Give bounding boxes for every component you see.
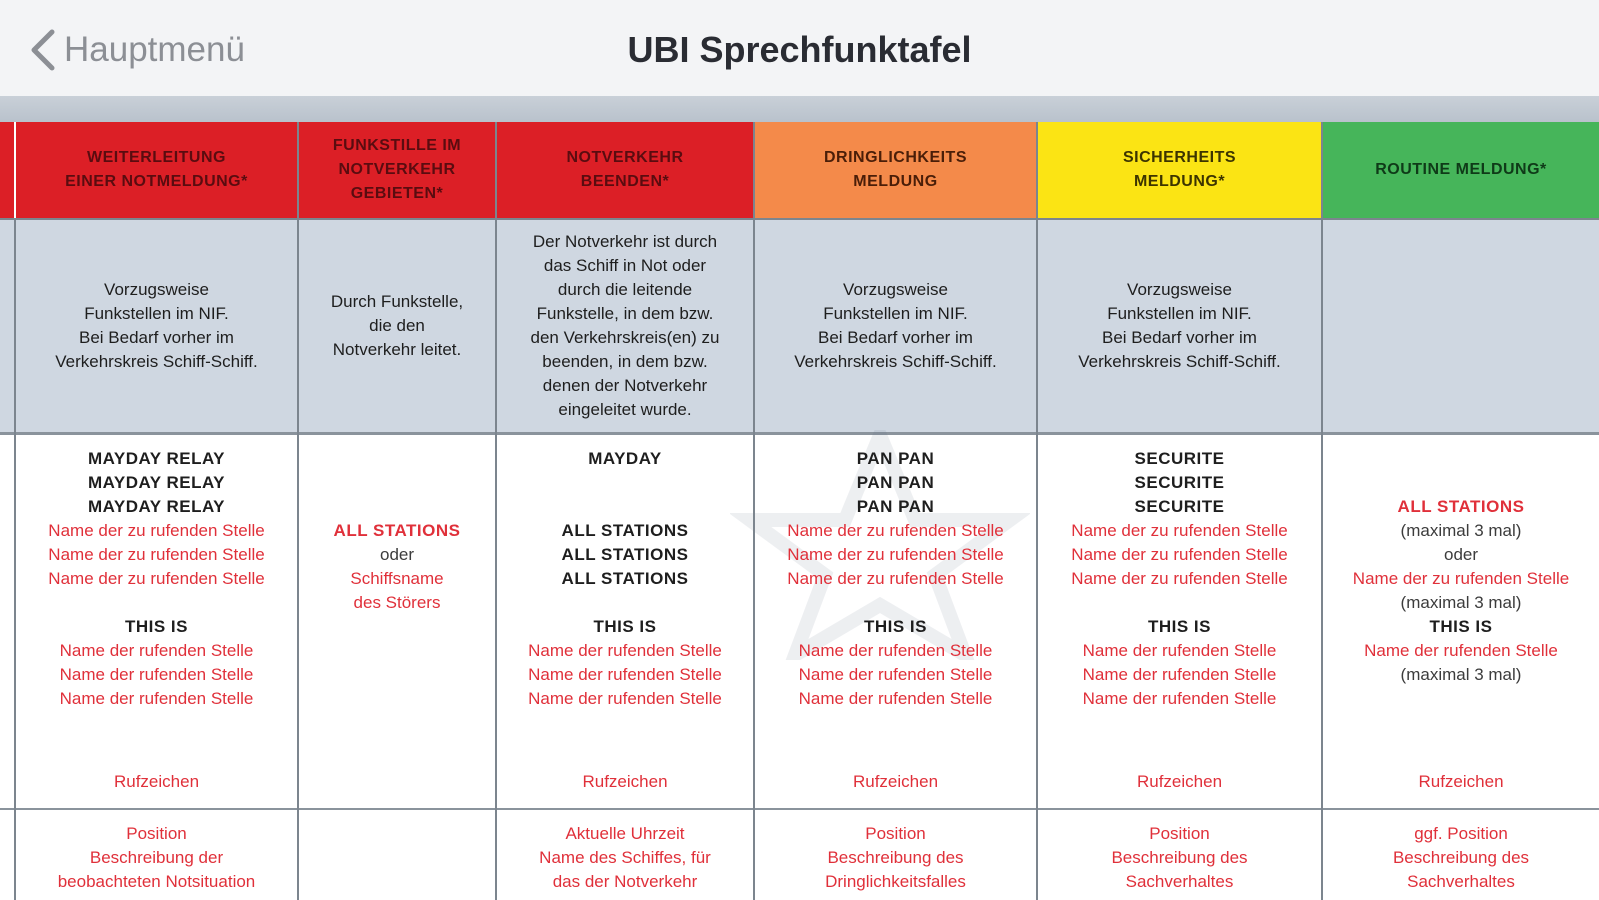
call-cell — [1038, 433, 1321, 808]
description-line: Bei Bedarf vorher im — [1102, 328, 1257, 347]
position-line: ggf. Position — [1414, 824, 1508, 843]
call-line: Name der zu rufenden Stelle — [1352, 569, 1570, 588]
position-cell — [755, 810, 1036, 900]
call-line: ALL STATIONS — [561, 545, 689, 564]
radio-procedure-table — [0, 122, 1599, 900]
header-cell-end-distress — [497, 122, 753, 218]
description-line: Funkstellen im NIF. — [1107, 304, 1252, 323]
column-divider — [1036, 122, 1038, 900]
call-line: Name der rufenden Stelle — [798, 665, 993, 684]
description-cell-empty — [1323, 220, 1599, 432]
position-cell — [1038, 810, 1321, 900]
position-line: Beschreibung des — [1111, 848, 1248, 867]
header-row — [0, 122, 1599, 218]
description-row — [0, 220, 1599, 435]
call-line: Name der rufenden Stelle — [1082, 665, 1277, 684]
position-cell — [497, 810, 753, 900]
header-cell-radio-silence — [299, 122, 495, 218]
description-line: das Schiff in Not oder — [543, 256, 707, 275]
call-line: SECURITE — [1134, 449, 1225, 468]
call-line: Name der zu rufenden Stelle — [787, 545, 1004, 564]
header-line: WEITERLEITUNG — [87, 149, 226, 166]
description-cell — [497, 220, 753, 432]
call-line: SECURITE — [1134, 497, 1225, 516]
callsign-label: Rufzeichen — [852, 772, 939, 791]
call-line: Name der zu rufenden Stelle — [787, 569, 1004, 588]
header-cell-safety — [1038, 122, 1321, 218]
call-line: THIS IS — [593, 617, 657, 636]
column-divider — [297, 122, 299, 900]
description-line: Vorzugsweise — [843, 280, 948, 299]
description-line: Durch Funkstelle, — [330, 292, 464, 311]
description-line: Funkstellen im NIF. — [84, 304, 229, 323]
call-procedure-row — [0, 433, 1599, 810]
description-line: Funkstelle, in dem bzw. — [536, 304, 714, 323]
description-line: Der Notverkehr ist durch — [532, 232, 718, 251]
call-line: THIS IS — [1147, 617, 1211, 636]
call-line: (maximal 3 mal) — [1400, 593, 1522, 612]
description-line: Funkstellen im NIF. — [823, 304, 968, 323]
call-line: ALL STATIONS — [333, 521, 461, 540]
call-line: Name der zu rufenden Stelle — [48, 521, 265, 540]
position-line: Position — [1149, 824, 1210, 843]
call-line: Name der zu rufenden Stelle — [1071, 569, 1288, 588]
position-line: Beschreibung der — [89, 848, 224, 867]
description-line: Vorzugsweise — [1127, 280, 1232, 299]
call-line: Name der rufenden Stelle — [528, 689, 722, 708]
call-line: THIS IS — [124, 617, 188, 636]
description-line: Verkehrskreis Schiff-Schiff. — [1078, 352, 1281, 371]
position-line: das der Notverkehr — [552, 872, 698, 891]
position-line: Sachverhaltes — [1125, 872, 1234, 891]
call-cell — [16, 433, 297, 808]
call-line: Name der rufenden Stelle — [1364, 641, 1558, 660]
header-cell-urgency — [755, 122, 1036, 218]
navbar-divider — [0, 96, 1599, 122]
header-line: DRINGLICHKEITS — [824, 149, 967, 166]
call-line: Name der rufenden Stelle — [798, 689, 993, 708]
position-line: Beschreibung des — [827, 848, 964, 867]
description-cell — [1038, 220, 1321, 432]
call-line: THIS IS — [1429, 617, 1493, 636]
call-cell — [299, 433, 495, 808]
callsign-label: Rufzeichen — [582, 772, 668, 791]
call-line: SECURITE — [1134, 473, 1225, 492]
description-line: Verkehrskreis Schiff-Schiff. — [55, 352, 258, 371]
header-line: NOTVERKEHR — [566, 149, 684, 166]
description-cell — [755, 220, 1036, 432]
call-line: Name der zu rufenden Stelle — [48, 545, 265, 564]
call-line: ALL STATIONS — [561, 521, 689, 540]
header-line: BEENDEN* — [580, 173, 670, 190]
page-title: UBI Sprechfunktafel — [627, 29, 972, 70]
call-line: Name der rufenden Stelle — [528, 641, 722, 660]
header-line: MELDUNG* — [1133, 173, 1226, 190]
description-line: Bei Bedarf vorher im — [79, 328, 234, 347]
call-line: Name der rufenden Stelle — [798, 641, 993, 660]
description-line: durch die leitende — [557, 280, 693, 299]
description-line: den Verkehrskreis(en) zu — [530, 328, 720, 347]
description-cell — [16, 220, 297, 432]
description-line: Verkehrskreis Schiff-Schiff. — [794, 352, 997, 371]
position-line: Beschreibung des — [1392, 848, 1530, 867]
description-line: denen der Notverkehr — [542, 376, 708, 395]
call-line: THIS IS — [863, 617, 927, 636]
column-divider — [753, 122, 755, 900]
call-line: des Störers — [353, 593, 441, 612]
row-divider — [0, 218, 1599, 220]
column-divider — [1321, 122, 1323, 900]
position-line: Sachverhaltes — [1407, 872, 1515, 891]
call-line: PAN PAN — [856, 449, 935, 468]
description-line: die den — [369, 316, 425, 335]
header-line: SICHERHEITS — [1122, 149, 1237, 166]
call-line: MAYDAY RELAY — [87, 473, 226, 492]
call-line: Name der rufenden Stelle — [1082, 689, 1277, 708]
description-cell — [299, 220, 495, 432]
position-line: Dringlichkeitsfalles — [825, 872, 966, 891]
call-cell — [1323, 433, 1599, 808]
call-line: Name der rufenden Stelle — [59, 641, 254, 660]
header-cell-routine — [1323, 122, 1599, 218]
call-line: Name der zu rufenden Stelle — [787, 521, 1004, 540]
call-line: Name der rufenden Stelle — [528, 665, 722, 684]
column-divider — [495, 122, 497, 900]
call-line: Name der zu rufenden Stelle — [1071, 521, 1288, 540]
header-line: ROUTINE MELDUNG* — [1375, 161, 1547, 178]
description-line: beenden, in dem bzw. — [542, 352, 708, 371]
call-line: Schiffsname — [350, 569, 444, 588]
header-cell-mayday-relay — [16, 122, 297, 218]
position-line: Position — [126, 824, 187, 843]
position-line: Aktuelle Uhrzeit — [565, 824, 685, 843]
description-line: Vorzugsweise — [104, 280, 209, 299]
call-line: Name der rufenden Stelle — [1082, 641, 1277, 660]
call-line: ALL STATIONS — [561, 569, 689, 588]
position-cell — [1323, 810, 1599, 900]
call-line: PAN PAN — [856, 497, 935, 516]
call-line: Name der zu rufenden Stelle — [48, 569, 265, 588]
call-line: (maximal 3 mal) — [1400, 521, 1522, 540]
header-cell-partial — [0, 122, 14, 218]
column-divider — [14, 220, 16, 900]
call-line: ALL STATIONS — [1397, 497, 1525, 516]
position-row — [0, 810, 1599, 900]
call-cell — [497, 433, 753, 808]
callsign-label: Rufzeichen — [1136, 772, 1223, 791]
call-line: MAYDAY RELAY — [87, 449, 226, 468]
header-line: GEBIETEN* — [350, 185, 444, 202]
description-line: Notverkehr leitet. — [332, 340, 462, 359]
call-line: Name der rufenden Stelle — [59, 689, 254, 708]
header-line: MELDUNG — [853, 173, 938, 190]
call-line: PAN PAN — [856, 473, 935, 492]
header-line: NOTVERKEHR — [338, 161, 456, 178]
header-line: EINER NOTMELDUNG* — [65, 173, 248, 190]
call-line: MAYDAY RELAY — [87, 497, 226, 516]
description-line: eingeleitet wurde. — [558, 400, 692, 419]
call-line: oder — [379, 545, 415, 564]
call-line: (maximal 3 mal) — [1400, 665, 1522, 684]
position-cell — [16, 810, 297, 900]
position-line: Name des Schiffes, für — [539, 848, 711, 867]
call-line: Name der rufenden Stelle — [59, 665, 254, 684]
position-cell-empty — [299, 810, 495, 900]
callsign-label: Rufzeichen — [1418, 772, 1504, 791]
position-line: Position — [865, 824, 926, 843]
call-line: MAYDAY — [588, 449, 662, 468]
header-line: FUNKSTILLE IM — [332, 137, 462, 154]
callsign-label: Rufzeichen — [113, 772, 200, 791]
description-line: Bei Bedarf vorher im — [818, 328, 973, 347]
call-line: Name der zu rufenden Stelle — [1071, 545, 1288, 564]
back-label: Hauptmenü — [64, 30, 245, 69]
position-line: beobachteten Notsituation — [57, 872, 256, 891]
call-line: oder — [1443, 545, 1479, 564]
call-cell — [755, 433, 1036, 808]
